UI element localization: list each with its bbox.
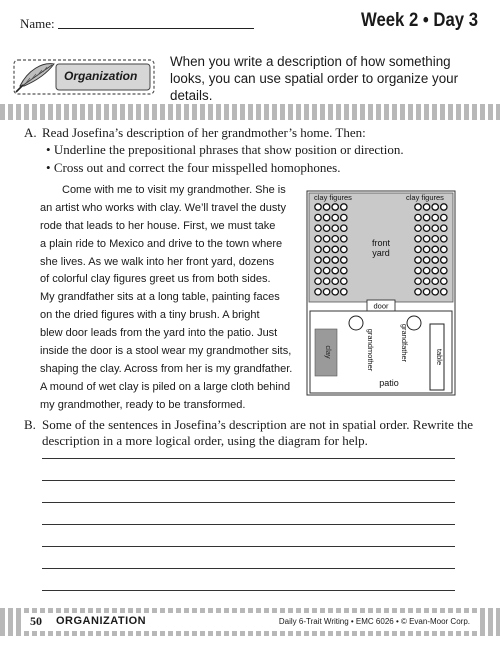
clay-figure-icon [423,246,429,252]
clay-figure-icon [332,257,338,263]
writing-line[interactable] [42,502,455,503]
clay-figure-icon [332,289,338,295]
clay-figure-icon [332,204,338,210]
clay-figure-icon [415,236,421,242]
part-a-letter: A. [24,125,37,140]
left-figures-label: clay figures [314,193,352,202]
top-divider-stripe [0,104,500,120]
clay-figure-icon [423,214,429,220]
story-line: inside the door is a stool wear my grandmother sits, [40,345,292,358]
week-day-title: Week 2 • Day 3 [360,10,478,31]
clay-figure-icon [323,246,329,252]
clay-figure-icon [423,289,429,295]
clay-figure-icon [341,214,347,220]
clay-figure-icon [323,214,329,220]
clay-figure-icon [415,225,421,231]
story-line: A mound of wet clay is piled on a large cloth behind [40,380,291,393]
clay-figure-icon [432,214,438,220]
clay-figure-icon [315,204,321,210]
story-line: My grandfather sits at a long table, painting faces [40,291,280,304]
story-line: on the dried figures with a tiny brush. A bright [40,309,260,322]
organization-label: Organization [64,69,138,83]
clay-figure-icon [415,289,421,295]
clay-figure-icon [315,246,321,252]
clay-figure-icon [323,204,329,210]
clay-figure-icon [332,214,338,220]
yard-label: yard [372,248,390,258]
clay-figure-icon [432,278,438,284]
clay-figure-icon [441,278,447,284]
clay-figure-icon [441,236,447,242]
clay-figure-icon [323,236,329,242]
clay-figure-icon [341,257,347,263]
clay-figure-icon [432,204,438,210]
bullet-text: Underline the prepositional phrases that show position or direction. [53,142,404,157]
clay-label: clay [324,345,333,359]
yard-label: front [371,238,391,248]
clay-figure-icon [323,267,329,273]
clay-figure-icon [415,257,421,263]
right-figures-label: clay figures [406,193,444,202]
writing-line[interactable] [42,546,455,547]
table-label: table [435,348,444,366]
clay-figure-icon [341,267,347,273]
clay-figure-icon [315,257,321,263]
clay-figure-icon [441,204,447,210]
clay-figure-icon [332,278,338,284]
clay-figure-icon [315,214,321,220]
story-line: my grandmother, ready to be transformed. [40,398,246,411]
writing-line[interactable] [42,590,455,591]
clay-figure-icon [441,267,447,273]
part-a-instruction: Read Josefina’s description of her grandmother’s home. Then: [42,125,366,140]
clay-figure-icon [323,257,329,263]
clay-figure-icon [341,204,347,210]
clay-figure-icon [432,267,438,273]
clay-figure-icon [432,246,438,252]
clay-figure-icon [415,267,421,273]
story-line: an artist who works with clay. We’ll travel the dusty [40,201,286,214]
writing-line[interactable] [42,568,455,569]
clay-figure-icon [341,289,347,295]
clay-figure-icon [332,236,338,242]
part-b-letter: B. [24,417,36,432]
clay-figure-icon [423,236,429,242]
clay-figure-icon [315,278,321,284]
clay-figure-icon [423,204,429,210]
door-label: door [373,301,389,311]
clay-figure-icon [332,267,338,273]
clay-figure-icon [441,225,447,231]
grandmother-label: grandmother [366,328,375,372]
story-line: rode that leads to her house. First, we must take [40,219,276,232]
clay-figure-icon [432,257,438,263]
clay-figure-icon [432,289,438,295]
patio-label: patio [379,378,399,388]
story-passage [40,182,302,415]
clay-figure-icon [315,225,321,231]
name-label: Name: [20,16,55,31]
bullet-homophones: • Cross out and correct the four misspelled homophones. [46,160,341,175]
clay-figure-icon [323,278,329,284]
clay-figure-icon [441,257,447,263]
clay-figure-icon [341,278,347,284]
writing-line[interactable] [42,480,455,481]
clay-figure-icon [415,246,421,252]
footer-credit: Daily 6-Trait Writing • EMC 6026 • © Evan-Moor Corp. [278,617,470,626]
clay-figure-icon [315,267,321,273]
footer-section-title: ORGANIZATION [56,615,147,627]
clay-figure-icon [415,278,421,284]
clay-figure-icon [423,225,429,231]
writing-line[interactable] [42,458,455,459]
page-number: 50 [30,614,42,628]
part-b-instruction: Some of the sentences in Josefina’s description are not in spatial order. Rewrite the description in a more logical order, using the diagram for help. [42,417,474,448]
name-write-line[interactable] [58,28,254,29]
story-line: shaping the clay. Across from her is my grandfather. [40,362,293,375]
clay-figure-icon [441,289,447,295]
clay-figure-icon [341,225,347,231]
clay-figure-icon [423,278,429,284]
intro-text: When you write a description of how something looks, you can use spatial order to organize your details. [170,54,459,103]
bullet-underline: • Underline the prepositional phrases that show position or direction. [46,142,404,157]
story-line: a plain ride to Mexico and drive to the town where [40,237,283,250]
clay-figure-icon [423,257,429,263]
clay-figure-icon [323,289,329,295]
story-line: blew door leads from the yard into the patio. Just [40,327,278,340]
clay-figure-icon [315,236,321,242]
clay-figure-icon [415,204,421,210]
clay-figure-icon [315,289,321,295]
clay-figure-icon [332,225,338,231]
clay-figure-icon [323,225,329,231]
clay-figure-icon [341,236,347,242]
clay-figure-icon [341,246,347,252]
grandmother-stool [349,316,363,330]
clay-figure-icon [332,246,338,252]
bullet-text: Cross out and correct the four misspelled homophones. [53,160,341,175]
grandfather-label: grandfather [400,323,409,363]
clay-figure-icon [423,267,429,273]
story-line: Come with me to visit my grandmother. She is [62,184,286,196]
clay-figure-icon [432,236,438,242]
story-line: she lives. As we walk into her front yard, dozens [40,255,275,268]
clay-figure-icon [415,214,421,220]
clay-figure-icon [441,246,447,252]
house-diagram [306,190,456,396]
story-line: of colorful clay figures greet us from both sides. [40,273,271,286]
writing-line[interactable] [42,524,455,525]
clay-figure-icon [441,214,447,220]
clay-figure-icon [432,225,438,231]
